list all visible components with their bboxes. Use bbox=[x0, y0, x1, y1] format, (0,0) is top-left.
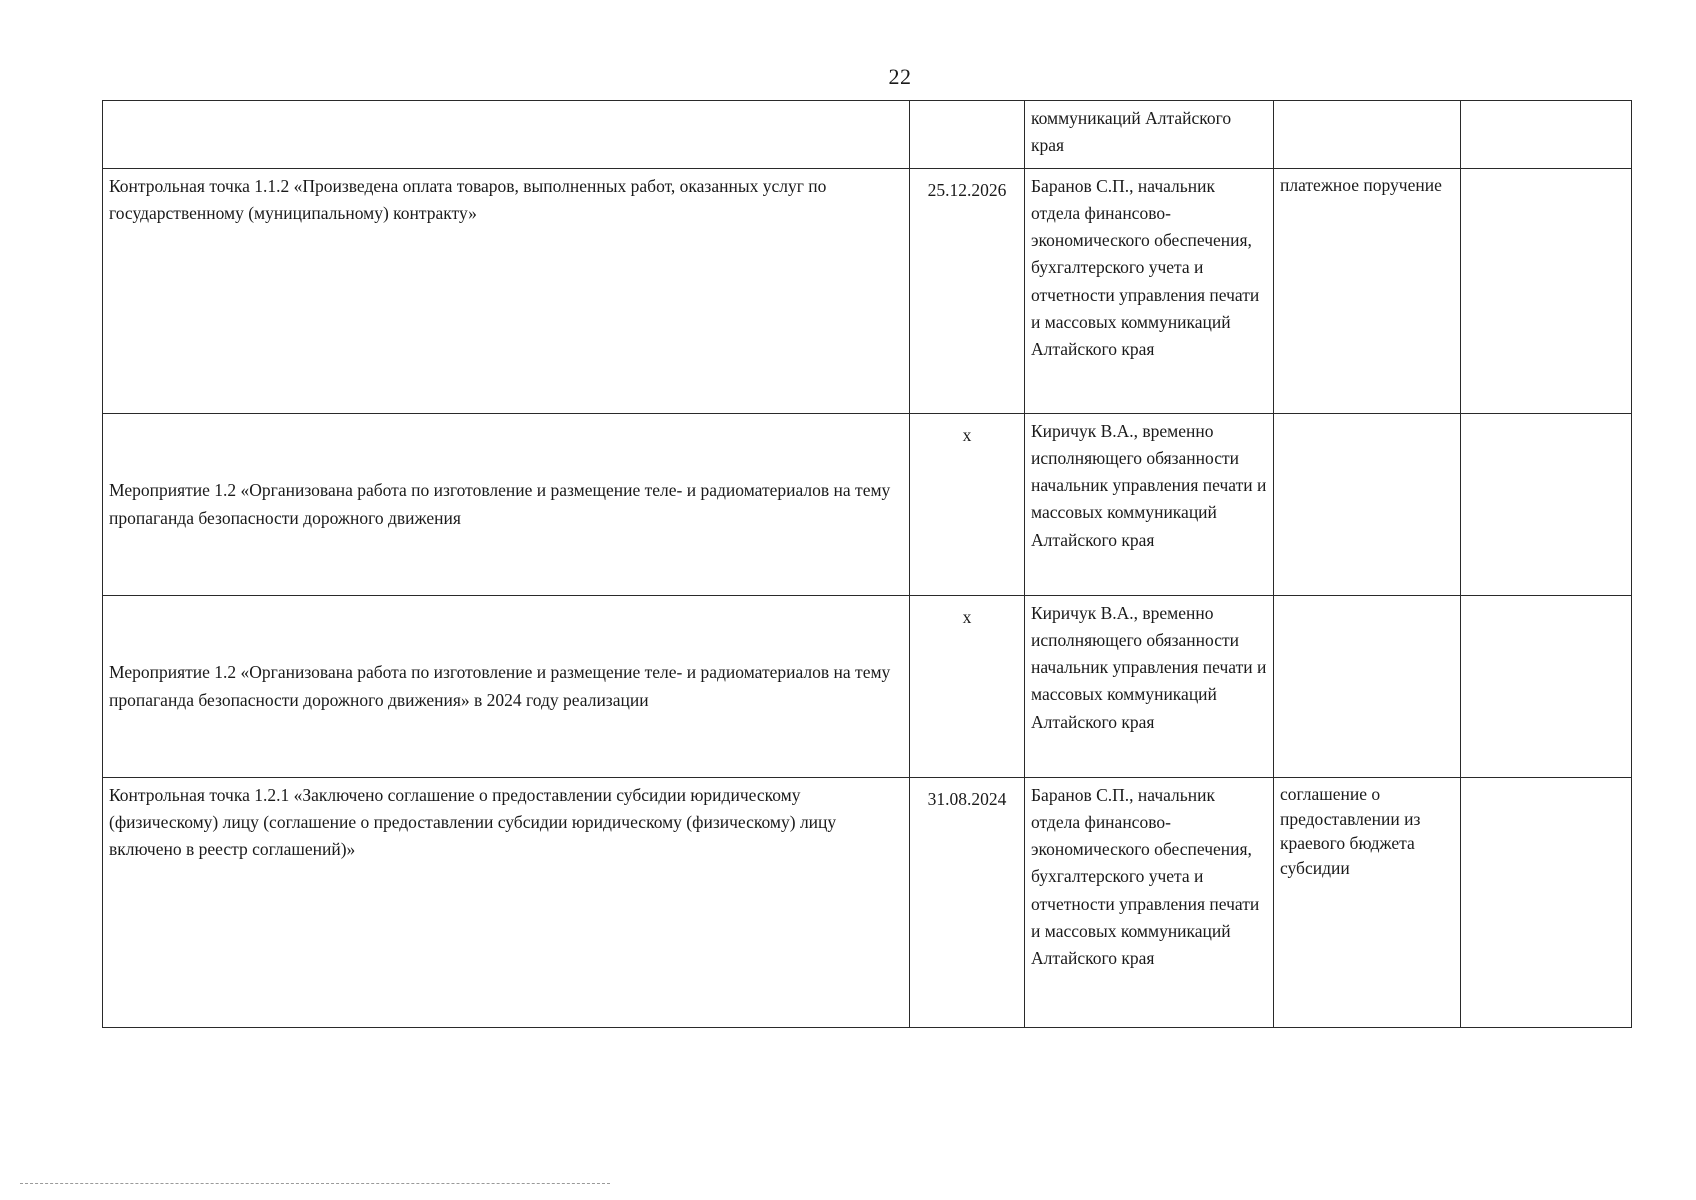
event-name-cell: Контрольная точка 1.1.2 «Произведена оплата товаров, выполненных работ, оказанных услуг по государственному (муниципальному) контракту» bbox=[103, 169, 910, 414]
table-row bbox=[103, 169, 1632, 414]
document-cell: платежное поручение bbox=[1274, 169, 1461, 414]
document-cell bbox=[1274, 596, 1461, 778]
document-cell: соглашение о предоставлении из краевого бюджета субсидии bbox=[1274, 778, 1461, 1028]
event-name-cell: Мероприятие 1.2 «Организована работа по изготовление и размещение теле- и радиоматериалов на тему пропаганда безопасности дорожного движения bbox=[103, 414, 910, 596]
responsible-cell: коммуникаций Алтайского края bbox=[1025, 101, 1274, 169]
event-name-cell: Мероприятие 1.2 «Организована работа по изготовление и размещение теле- и радиоматериалов на тему пропаганда безопасности дорожного движения» в 2024 году реализации bbox=[103, 596, 910, 778]
document-cell bbox=[1274, 101, 1461, 169]
event-name-cell bbox=[103, 101, 910, 169]
responsible-cell: Киричук В.А., временно исполняющего обязанности начальник управления печати и массовых коммуникаций Алтайского края bbox=[1025, 414, 1274, 596]
table-row bbox=[103, 596, 1632, 778]
page-number: 22 bbox=[888, 64, 912, 89]
deadline-cell: x bbox=[910, 414, 1025, 596]
extra-cell bbox=[1461, 414, 1632, 596]
footer-divider bbox=[20, 1183, 610, 1185]
extra-cell bbox=[1461, 778, 1632, 1028]
responsible-cell: Киричук В.А., временно исполняющего обязанности начальник управления печати и массовых коммуникаций Алтайского края bbox=[1025, 596, 1274, 778]
table-row bbox=[103, 414, 1632, 596]
responsible-cell: Баранов С.П., начальник отдела финансово-экономического обеспечения, бухгалтерского учета и отчетности управления печати и массовых коммуникаций Алтайского края bbox=[1025, 169, 1274, 414]
document-cell bbox=[1274, 414, 1461, 596]
deadline-cell bbox=[910, 101, 1025, 169]
deadline-cell: x bbox=[910, 596, 1025, 778]
responsible-cell: Баранов С.П., начальник отдела финансово-экономического обеспечения, бухгалтерского учета и отчетности управления печати и массовых коммуникаций Алтайского края bbox=[1025, 778, 1274, 1028]
extra-cell bbox=[1461, 169, 1632, 414]
extra-cell bbox=[1461, 596, 1632, 778]
extra-cell bbox=[1461, 101, 1632, 169]
table-row bbox=[103, 778, 1632, 1028]
plan-table bbox=[102, 100, 1632, 1028]
table-row bbox=[103, 101, 1632, 169]
deadline-cell: 31.08.2024 bbox=[910, 778, 1025, 1028]
deadline-cell: 25.12.2026 bbox=[910, 169, 1025, 414]
event-name-cell: Контрольная точка 1.2.1 «Заключено соглашение о предоставлении субсидии юридическому (физическому) лицу (соглашение о предоставлении субсидии юридическому (физическому) лицу включено в реестр соглашений)» bbox=[103, 778, 910, 1028]
